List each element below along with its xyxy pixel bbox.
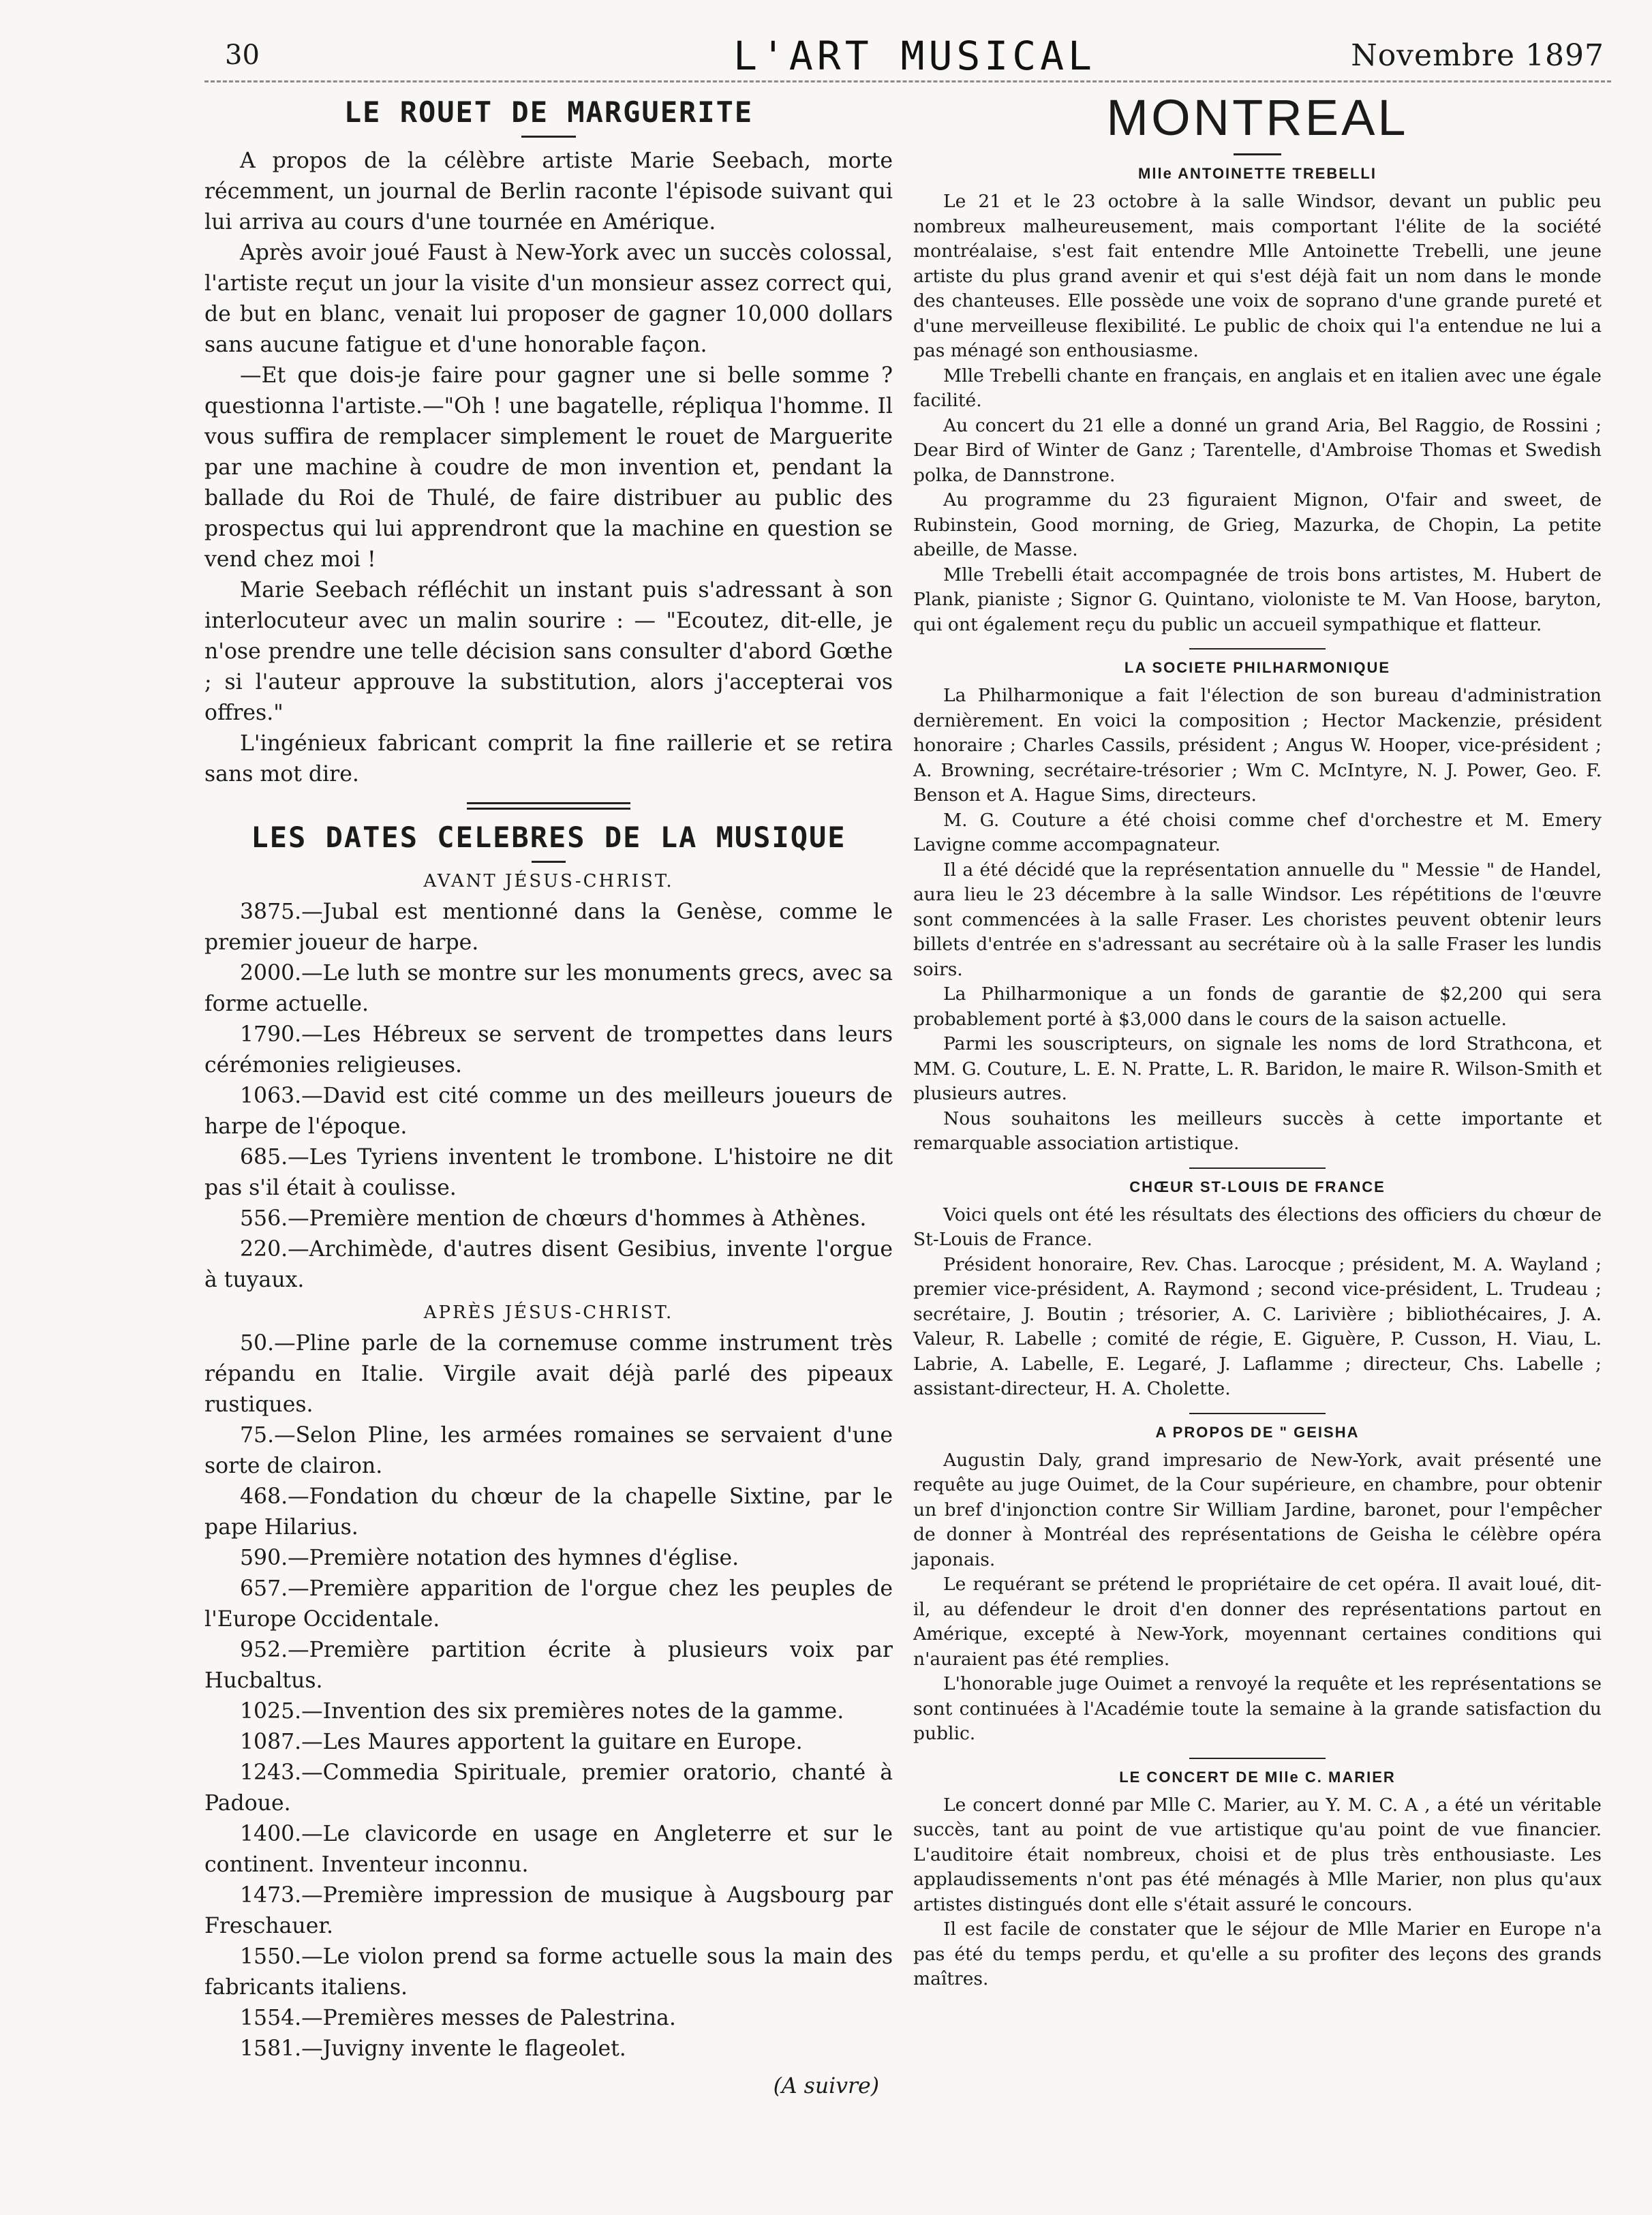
- date-entry: 1025.—Invention des six premières notes de la gamme.: [240, 1699, 844, 1724]
- divider: [1189, 1758, 1326, 1759]
- paragraph: Il est facile de constater que le séjour de Mlle Marier en Europe n'a pas été du temps perdu, et qu'elle a su profiter des leçons des grands maîtres.: [913, 1919, 1602, 1989]
- paragraph: Le 21 et le 23 octobre à la salle Windsor, devant un public peu nombreux malheureusement, mais comportant l'élite de la société montréalaise, s'est fait entendre Mlle Antoinette Trebelli, une jeune artiste du plus grand avenir et qui s'est déjà fait un nom dans le monde des chanteuses. Elle possède une voix de soprano d'une grande pureté et d'une merveilleuse flexibilité. Le public de choix qui l'a entendue ne lui a pas ménagé son enthousiasme.: [913, 191, 1602, 361]
- article-choeur: [913, 1178, 1602, 1402]
- date-entry: 657.—Première apparition de l'orgue chez les peuples de l'Europe Occidentale.: [204, 1576, 893, 1632]
- paragraph: M. G. Couture a été choisi comme chef d'orchestre et M. Emery Lavigne comme accompagnateur.: [913, 809, 1602, 855]
- article-title: A PROPOS DE " GEISHA: [1155, 1423, 1360, 1441]
- page-number: 30: [225, 40, 260, 71]
- date-entry: 556.—Première mention de chœurs d'hommes à Athènes.: [240, 1206, 867, 1231]
- date-entry: 1790.—Les Hébreux se servent de trompettes dans leurs cérémonies religieuses.: [204, 1022, 893, 1078]
- journal-title: L'ART MUSICAL: [733, 33, 1096, 79]
- paragraph: L'honorable juge Ouimet a renvoyé la requête et les représentations se sont continuées à l'Académie toute la semaine à la grande satisfaction du public.: [913, 1673, 1602, 1744]
- left-column: [204, 95, 893, 2098]
- article-geisha: [913, 1424, 1602, 1747]
- article-dates: [204, 821, 893, 2098]
- issue-date: Novembre 1897: [1351, 38, 1604, 73]
- date-entry: 1581.—Juvigny invente le flageolet.: [240, 2036, 626, 2061]
- paragraph: A propos de la célèbre artiste Marie Seebach, morte récemment, un journal de Berlin raconte l'épisode suivant qui lui arriva au cours d'une tournée en Amérique.: [204, 149, 893, 234]
- paragraph: L'ingénieux fabricant comprit la fine raillerie et se retira sans mot dire.: [204, 731, 893, 786]
- double-rule: [467, 802, 630, 810]
- paragraph: Le requérant se prétend le propriétaire de cet opéra. Il avait loué, dit-il, au défendeur le droit d'en donner des représentations partout en Amérique, excepté à New-York, moyennant certaines conditions qui n'auraient pas été remplies.: [913, 1574, 1602, 1670]
- divider: [1234, 153, 1281, 155]
- date-entry: 1400.—Le clavicorde en usage en Angleterre et sur le continent. Inventeur inconnu.: [204, 1822, 893, 1877]
- paragraph: Au programme du 23 figuraient Mignon, O'fair and sweet, de Rubinstein, Good morning, de Grieg, Mazurka, de Chopin, La petite abeille, de Masse.: [913, 489, 1602, 560]
- paragraph: Augustin Daly, grand impresario de New-York, avait présenté une requête au juge Ouimet, de la Cour supérieure, en chambre, pour obtenir un bref d'injonction contre Sir William Jardine, baronet, pour l'empêcher de donner à Montréal des représentations de Geisha le célèbre opéra japonais.: [913, 1449, 1602, 1570]
- right-column: [913, 89, 1602, 1992]
- paragraph: Au concert du 21 elle a donné un grand Aria, Bel Raggio, de Rossini ; Dear Bird of Winter de Ganz ; Tarentelle, d'Ambroise Thomas et Swedish polka, de Dannstrone.: [913, 414, 1602, 486]
- continued-note: (A suivre): [773, 2074, 879, 2098]
- header-rule: [204, 80, 1611, 82]
- paragraph: Parmi les souscripteurs, on signale les noms de lord Strathcona, et MM. G. Couture, L. E. N. Pratte, L. R. Baridon, le maire R. Wilson-Smith et plusieurs autres.: [913, 1033, 1602, 1104]
- article-title: LE CONCERT DE Mlle C. MARIER: [1119, 1768, 1396, 1786]
- date-entry: 1087.—Les Maures apportent la guitare en Europe.: [240, 1730, 803, 1754]
- article-trebelli: [913, 165, 1602, 637]
- divider: [1189, 648, 1326, 650]
- article-title: Mlle ANTOINETTE TREBELLI: [1138, 165, 1377, 182]
- date-entry: 468.—Fondation du chœur de la chapelle Sixtine, par le pape Hilarius.: [204, 1484, 893, 1540]
- divider: [521, 136, 576, 138]
- page-header: [218, 33, 1611, 80]
- paragraph: La Philharmonique a fait l'élection de son bureau d'administration dernièrement. En voici la composition ; Hector Mackenzie, président honoraire ; Charles Cassils, président ; Angus W. Hooper, vice-président ; A. Browning, secrétaire-trésorier ; Wm C. McIntyre, N. J. Power, Geo. F. Benson et A. Hague Sims, directeurs.: [913, 685, 1602, 806]
- date-entry: 50.—Pline parle de la cornemuse comme instrument très répandu en Italie. Virgile avait déjà parlé des pipeaux rustiques.: [204, 1331, 893, 1417]
- paragraph: Le concert donné par Mlle C. Marier, au Y. M. C. A , a été un véritable succès, tant au point de vue artistique qu'au point de vue financier. L'auditoire était nombreux, choisi et de plus très enthousiaste. Les applaudissements n'ont pas été ménagés à Mlle Marier, non plus qu'aux artistes distingués dont elle s'était assuré le concours.: [913, 1794, 1602, 1915]
- date-entry: 1554.—Premières messes de Palestrina.: [240, 2006, 676, 2030]
- date-entry: 1550.—Le violon prend sa forme actuelle sous la main des fabricants italiens.: [204, 1944, 893, 2000]
- article-title: LES DATES CELEBRES DE LA MUSIQUE: [251, 821, 846, 854]
- date-entry: 685.—Les Tyriens inventent le trombone. L'histoire ne dit pas s'il était à coulisse.: [204, 1145, 893, 1200]
- article-marier: [913, 1769, 1602, 1992]
- article-rouet: [204, 95, 893, 790]
- era-heading: AVANT JÉSUS-CHRIST.: [423, 871, 674, 891]
- paragraph: Mlle Trebelli chante en français, en anglais et en italien avec une égale facilité.: [913, 365, 1602, 411]
- article-title: CHŒUR ST-LOUIS DE FRANCE: [1129, 1178, 1386, 1195]
- paragraph: La Philharmonique a un fonds de garantie de $2,200 qui sera probablement porté à $3,000 dans le cours de la saison actuelle.: [913, 983, 1602, 1030]
- section-title-montreal: MONTREAL: [1106, 89, 1409, 146]
- paragraph: Mlle Trebelli était accompagnée de trois bons artistes, M. Hubert de Plank, pianiste ; Signor G. Quintano, violoniste te M. Van Hoose, baryton, qui ont également reçu du public un accueil sympathique et flatteur.: [913, 564, 1602, 635]
- date-entry: 1243.—Commedia Spirituale, premier oratorio, chanté à Padoue.: [204, 1760, 893, 1816]
- article-title: LE ROUET DE MARGUERITE: [343, 95, 754, 129]
- date-entry: 220.—Archimède, d'autres disent Gesibius, invente l'orgue à tuyaux.: [204, 1237, 893, 1292]
- paragraph: Président honoraire, Rev. Chas. Larocque ; président, M. A. Wayland ; premier vice-président, A. Raymond ; second vice-président, L. Trudeau ; secrétaire, J. Boutin ; trésorier, A. C. Larivière ; bibliothécaires, J. A. Valeur, R. Labelle ; comité de régie, E. Giguère, P. Cusson, H. Viau, L. Labrie, A. Labelle, E. Legaré, J. Laflamme ; directeur, Chs. Labelle ; assistant-directeur, H. A. Cholette.: [913, 1253, 1602, 1399]
- divider: [1189, 1413, 1326, 1414]
- divider: [1189, 1167, 1326, 1169]
- paragraph: Après avoir joué Faust à New-York avec un succès colossal, l'artiste reçut un jour la visite d'un monsieur assez correct qui, de but en blanc, venait lui proposer de gagner 10,000 dollars sans aucune fatigue et d'une honorable façon.: [204, 241, 893, 357]
- paragraph: Nous souhaitons les meilleurs succès à cette importante et remarquable association artistique.: [913, 1108, 1602, 1154]
- date-entry: 1063.—David est cité comme un des meilleurs joueurs de harpe de l'époque.: [204, 1084, 893, 1139]
- date-entry: 1473.—Première impression de musique à Augsbourg par Freschauer.: [204, 1883, 893, 1938]
- date-entry: 590.—Première notation des hymnes d'église.: [240, 1546, 739, 1570]
- era-heading: APRÈS JÉSUS-CHRIST.: [423, 1302, 674, 1323]
- article-title: LA SOCIETE PHILHARMONIQUE: [1124, 659, 1391, 676]
- paragraph: Voici quels ont été les résultats des élections des officiers du chœur de St-Louis de France.: [913, 1204, 1602, 1250]
- paragraph: Il a été décidé que la représentation annuelle du " Messie " de Handel, aura lieu le 23 décembre à la salle Windsor. Les répétitions de l'œuvre sont commencées à la salle Fraser. Les choristes peuvent obtenir leurs billets d'entrée en s'adressant au secrétaire où à la salle Fraser les lundis soirs.: [913, 859, 1602, 980]
- date-entry: 75.—Selon Pline, les armées romaines se servaient d'une sorte de clairon.: [204, 1423, 893, 1478]
- paragraph: Marie Seebach réfléchit un instant puis s'adressant à son interlocuteur avec un malin sourire : — "Ecoutez, dit-elle, je n'ose prendre une telle décision sans consulter d'abord Gœthe ; si l'auteur approuve la substitution, alors j'accepterai vos offres.": [204, 578, 893, 725]
- date-entry: 952.—Première partition écrite à plusieurs voix par Hucbaltus.: [204, 1638, 893, 1693]
- paragraph: —Et que dois-je faire pour gagner une si belle somme ? questionna l'artiste.—"Oh ! une bagatelle, répliqua l'homme. Il vous suffira de remplacer simplement le rouet de Marguerite par une machine à coudre de mon invention et, pendant la ballade du Roi de Thulé, de faire distribuer au public des prospectus qui lui apprendront que la machine en question se vend chez moi !: [204, 363, 893, 572]
- date-entry: 2000.—Le luth se montre sur les monuments grecs, avec sa forme actuelle.: [204, 961, 893, 1016]
- date-entry: 3875.—Jubal est mentionné dans la Genèse, comme le premier joueur de harpe.: [204, 900, 893, 955]
- divider: [532, 861, 566, 863]
- article-philharmonique: [913, 659, 1602, 1157]
